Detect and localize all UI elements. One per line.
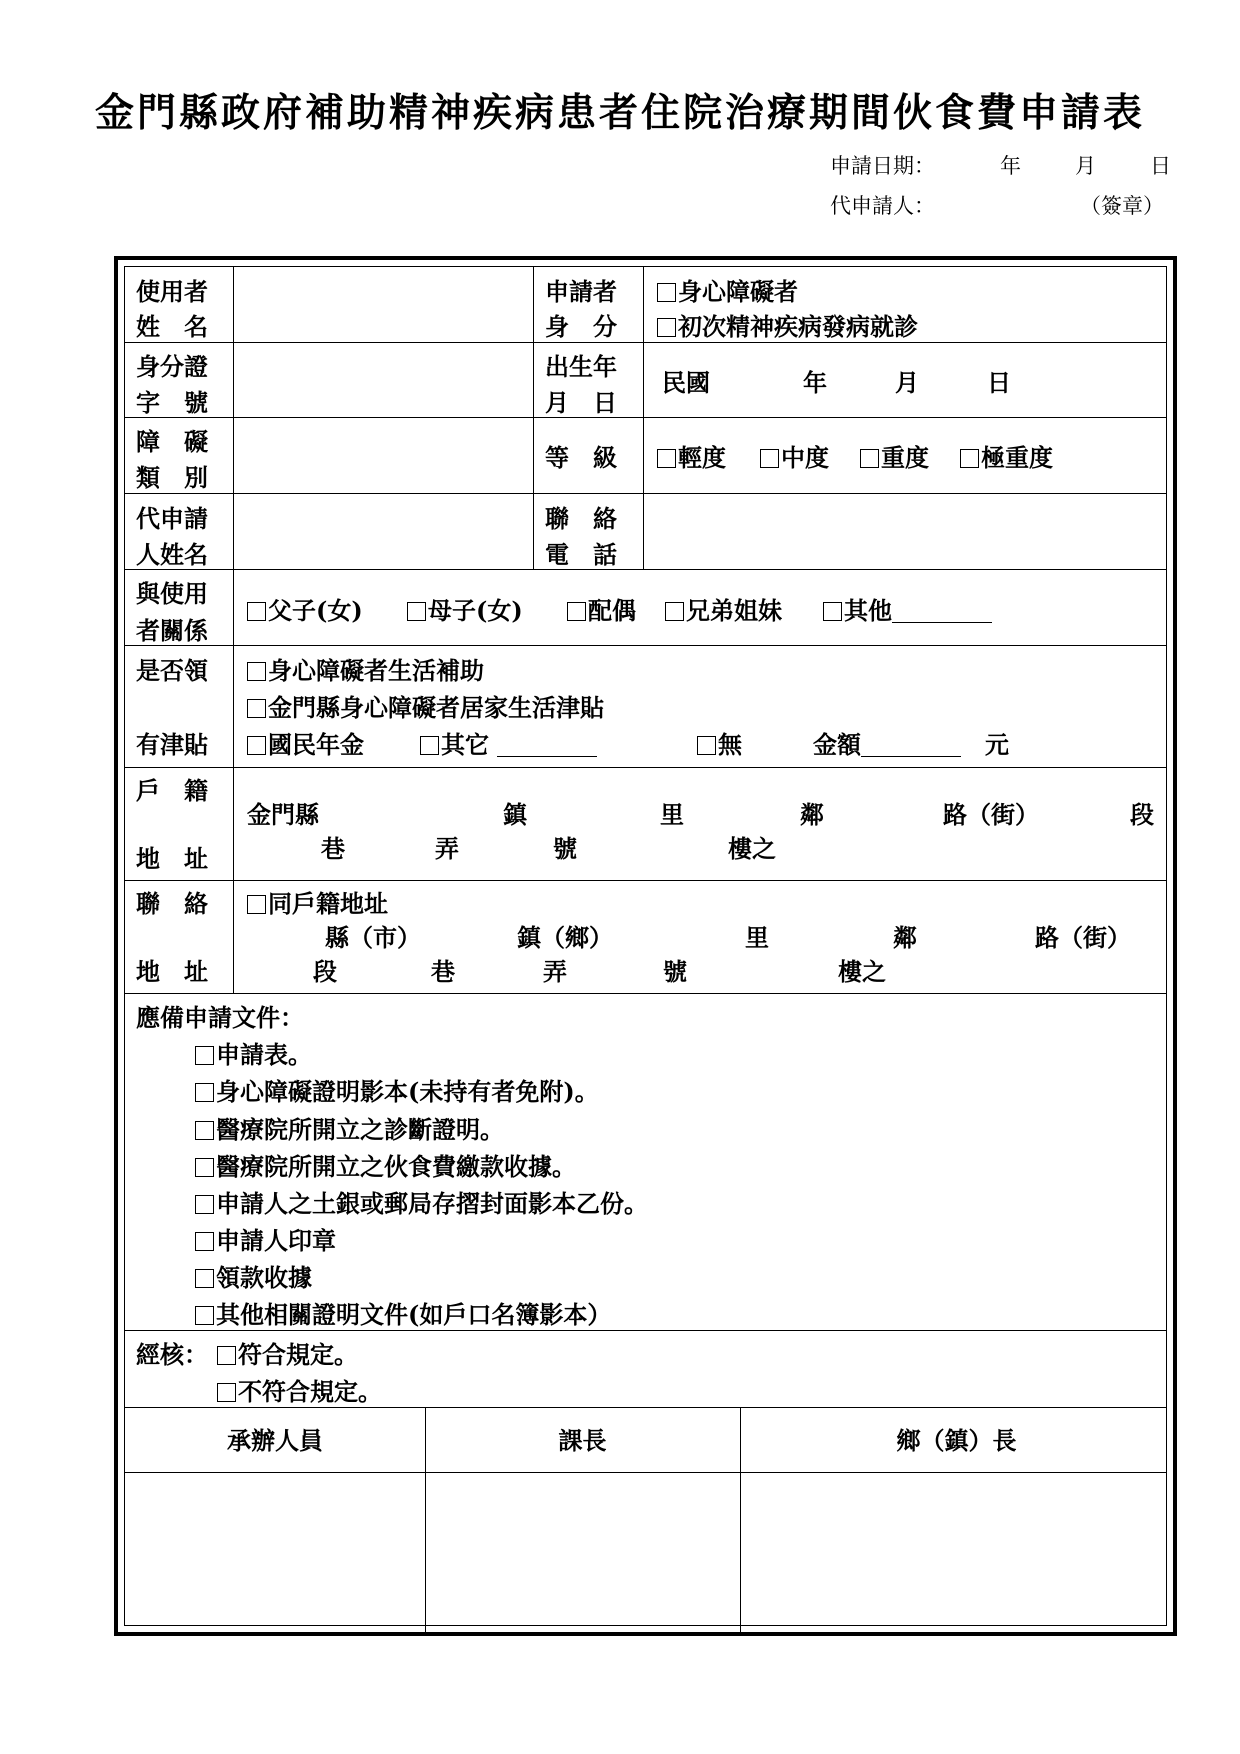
document-item[interactable]: 申請表。 bbox=[195, 1043, 312, 1067]
relation-other-blank[interactable] bbox=[892, 600, 992, 623]
birth-label-2: 月 日 bbox=[545, 388, 617, 417]
subsidy-amount: 金額 元 bbox=[813, 730, 1009, 759]
checkbox-icon[interactable] bbox=[760, 449, 779, 468]
grade-label: 等 級 bbox=[545, 443, 617, 472]
seal-label: （簽章） bbox=[1080, 194, 1164, 218]
agent-name-label-1: 代申請 bbox=[136, 504, 208, 533]
id-number-label-2: 字 號 bbox=[136, 388, 208, 417]
relation-option-father[interactable]: 父子(女) bbox=[247, 599, 363, 623]
agent-label: 代申請人： bbox=[830, 194, 935, 218]
form-table bbox=[124, 266, 1167, 1626]
review-option-compliant[interactable]: 符合規定。 bbox=[217, 1343, 358, 1367]
checkbox-icon[interactable] bbox=[247, 699, 266, 718]
disability-type-field[interactable] bbox=[235, 419, 531, 492]
document-item[interactable]: 申請人印章 bbox=[195, 1229, 336, 1253]
mailing-label-1: 聯 絡 bbox=[136, 889, 208, 918]
relation-label-2: 者關係 bbox=[136, 616, 208, 645]
checkbox-icon[interactable] bbox=[823, 602, 842, 621]
review-option-noncompliant[interactable]: 不符合規定。 bbox=[217, 1380, 382, 1404]
checkbox-icon[interactable] bbox=[247, 736, 266, 755]
identity-option-first-onset[interactable]: 初次精神疾病發病就診 bbox=[657, 315, 918, 339]
checkbox-icon[interactable] bbox=[657, 449, 676, 468]
mailing-lane: 巷 bbox=[431, 957, 455, 986]
mailing-road: 路（街） bbox=[1035, 923, 1131, 952]
birth-label-1: 出生年 bbox=[545, 352, 617, 381]
subsidy-label-1: 是否領 bbox=[136, 656, 208, 685]
checkbox-icon[interactable] bbox=[217, 1383, 236, 1402]
household-section: 段 bbox=[1130, 800, 1154, 829]
mailing-town: 鎮（鄉） bbox=[517, 923, 613, 952]
checkbox-icon[interactable] bbox=[195, 1046, 214, 1065]
mailing-village: 里 bbox=[745, 923, 769, 952]
signature-header-chief: 課長 bbox=[558, 1426, 607, 1455]
mailing-floor: 樓之 bbox=[838, 957, 886, 986]
subsidy-option-national-pension[interactable]: 國民年金 bbox=[247, 733, 364, 757]
checkbox-icon[interactable] bbox=[195, 1306, 214, 1325]
checkbox-icon[interactable] bbox=[195, 1232, 214, 1251]
household-county: 金門縣 bbox=[247, 800, 319, 829]
contact-phone-label-1: 聯 絡 bbox=[545, 504, 617, 533]
relation-option-sibling[interactable]: 兄弟姐妹 bbox=[665, 599, 782, 623]
checkbox-icon[interactable] bbox=[217, 1346, 236, 1365]
applicant-identity-label-2: 身 分 bbox=[545, 312, 617, 341]
subsidy-option-home-allowance[interactable]: 金門縣身心障礙者居家生活津貼 bbox=[247, 696, 604, 720]
form-title: 金門縣政府補助精神疾病患者住院治療期間伙食費申請表 bbox=[94, 90, 1145, 136]
checkbox-icon[interactable] bbox=[247, 895, 266, 914]
checkbox-icon[interactable] bbox=[657, 318, 676, 337]
document-item[interactable]: 醫療院所開立之診斷證明。 bbox=[195, 1118, 504, 1142]
mailing-number: 號 bbox=[663, 957, 687, 986]
subsidy-option-other[interactable]: 其它 bbox=[420, 733, 597, 757]
contact-phone-field[interactable] bbox=[645, 495, 1165, 568]
agent-name-label-2: 人姓名 bbox=[136, 540, 208, 569]
disability-type-label-2: 類 別 bbox=[136, 463, 208, 492]
document-item[interactable]: 身心障礙證明影本(未持有者免附)。 bbox=[195, 1080, 599, 1104]
form-frame bbox=[114, 256, 1177, 1636]
grade-option-severe[interactable]: 重度 bbox=[860, 446, 929, 470]
checkbox-icon[interactable] bbox=[420, 736, 439, 755]
birth-year-label: 年 bbox=[803, 368, 827, 397]
mailing-neighborhood: 鄰 bbox=[893, 923, 917, 952]
user-name-field[interactable] bbox=[235, 269, 531, 341]
mailing-county: 縣（市） bbox=[325, 923, 421, 952]
birth-roc-label: 民國 bbox=[662, 368, 710, 397]
checkbox-icon[interactable] bbox=[407, 602, 426, 621]
identity-option-disabled[interactable]: 身心障礙者 bbox=[657, 280, 798, 304]
checkbox-icon[interactable] bbox=[665, 602, 684, 621]
document-item[interactable]: 領款收據 bbox=[195, 1266, 312, 1290]
checkbox-icon[interactable] bbox=[960, 449, 979, 468]
checkbox-icon[interactable] bbox=[697, 736, 716, 755]
checkbox-icon[interactable] bbox=[195, 1195, 214, 1214]
date-month-label: 月 bbox=[1075, 154, 1096, 178]
checkbox-icon[interactable] bbox=[195, 1158, 214, 1177]
document-item[interactable]: 醫療院所開立之伙食費繳款收據。 bbox=[195, 1155, 576, 1179]
agent-signature-line bbox=[830, 190, 1164, 220]
household-neighborhood: 鄰 bbox=[800, 800, 824, 829]
household-town: 鎮 bbox=[503, 800, 527, 829]
checkbox-icon[interactable] bbox=[657, 283, 676, 302]
contact-phone-label-2: 電 話 bbox=[545, 540, 617, 569]
relation-option-other[interactable]: 其他 bbox=[823, 599, 992, 623]
user-name-label-2: 姓 名 bbox=[136, 312, 208, 341]
household-number: 號 bbox=[553, 834, 577, 863]
subsidy-option-none[interactable]: 無 bbox=[697, 733, 742, 757]
application-date-label: 申請日期： bbox=[830, 154, 935, 178]
grade-option-mild[interactable]: 輕度 bbox=[657, 446, 726, 470]
checkbox-icon[interactable] bbox=[195, 1269, 214, 1288]
checkbox-icon[interactable] bbox=[247, 662, 266, 681]
signature-box-clerk[interactable] bbox=[127, 1474, 423, 1630]
signature-header-clerk: 承辦人員 bbox=[227, 1426, 323, 1455]
documents-label: 應備申請文件： bbox=[136, 1003, 304, 1032]
household-road: 路（街） bbox=[943, 800, 1039, 829]
household-lane: 巷 bbox=[321, 834, 345, 863]
birth-month-label: 月 bbox=[895, 368, 919, 397]
household-floor: 樓之 bbox=[728, 834, 776, 863]
mailing-label-2: 地 址 bbox=[136, 957, 208, 986]
mailing-section: 段 bbox=[313, 957, 337, 986]
disability-type-label-1: 障 礙 bbox=[136, 427, 208, 456]
id-number-label-1: 身分證 bbox=[136, 352, 208, 381]
document-item[interactable]: 其他相關證明文件(如戶口名簿影本） bbox=[195, 1303, 611, 1327]
signature-box-mayor[interactable] bbox=[742, 1474, 1172, 1630]
signature-box-chief[interactable] bbox=[427, 1474, 738, 1630]
mailing-alley: 弄 bbox=[543, 957, 567, 986]
id-number-field[interactable] bbox=[235, 344, 531, 416]
checkbox-icon[interactable] bbox=[195, 1083, 214, 1102]
review-label: 經核： bbox=[136, 1340, 208, 1369]
date-year-label: 年 bbox=[1000, 154, 1021, 178]
agent-name-field[interactable] bbox=[235, 495, 531, 568]
checkbox-icon[interactable] bbox=[195, 1121, 214, 1140]
subsidy-option-living-allowance[interactable]: 身心障礙者生活補助 bbox=[247, 659, 484, 683]
document-item[interactable]: 申請人之土銀或郵局存摺封面影本乙份。 bbox=[195, 1192, 648, 1216]
relation-option-mother[interactable]: 母子(女) bbox=[407, 599, 523, 623]
birth-day-label: 日 bbox=[987, 368, 1011, 397]
household-label-2: 地 址 bbox=[136, 844, 208, 873]
checkbox-icon[interactable] bbox=[567, 602, 586, 621]
grade-option-moderate[interactable]: 中度 bbox=[760, 446, 829, 470]
grade-option-extreme[interactable]: 極重度 bbox=[960, 446, 1053, 470]
subsidy-other-blank[interactable] bbox=[497, 734, 597, 757]
household-label-1: 戶 籍 bbox=[136, 776, 208, 805]
relation-option-spouse[interactable]: 配偶 bbox=[567, 599, 636, 623]
mailing-same-option[interactable]: 同戶籍地址 bbox=[247, 892, 388, 916]
signature-header-mayor: 鄉（鎮）長 bbox=[896, 1426, 1017, 1455]
relation-label-1: 與使用 bbox=[136, 579, 208, 608]
household-alley: 弄 bbox=[435, 834, 459, 863]
date-day-label: 日 bbox=[1150, 154, 1171, 178]
applicant-identity-label-1: 申請者 bbox=[545, 277, 617, 306]
subsidy-amount-blank[interactable] bbox=[861, 734, 961, 757]
subsidy-label-2: 有津貼 bbox=[136, 730, 208, 759]
user-name-label-1: 使用者 bbox=[136, 277, 208, 306]
checkbox-icon[interactable] bbox=[247, 602, 266, 621]
household-village: 里 bbox=[660, 800, 684, 829]
checkbox-icon[interactable] bbox=[860, 449, 879, 468]
application-date-line bbox=[830, 150, 1171, 180]
